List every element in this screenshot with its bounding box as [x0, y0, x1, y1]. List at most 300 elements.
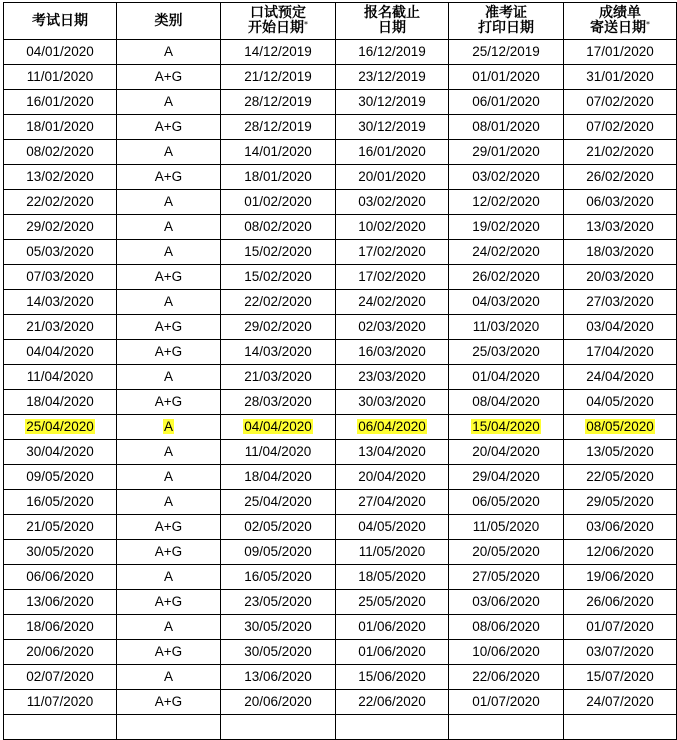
cell-ticket-print-date — [449, 40, 564, 65]
cell-value: 23/03/2020 — [358, 369, 426, 384]
cell-report-mail-date — [564, 40, 677, 65]
cell-value: 29/02/2020 — [26, 219, 94, 234]
table-row — [4, 65, 677, 90]
cell-value: 16/03/2020 — [358, 344, 426, 359]
cell-value: 01/06/2020 — [358, 644, 426, 659]
cell-value: 17/02/2020 — [358, 244, 426, 259]
cell-value: A — [163, 94, 173, 109]
cell-value: 22/02/2020 — [26, 194, 94, 209]
cell-speaking-start-date — [221, 190, 336, 215]
cell-report-mail-date — [564, 415, 677, 440]
cell-ticket-print-date — [449, 65, 564, 90]
cell-registration-deadline — [336, 690, 449, 715]
cell-value: 11/01/2020 — [26, 69, 94, 84]
cell-value: A — [163, 494, 173, 509]
cell-ticket-print-date — [449, 165, 564, 190]
cell-exam-date — [4, 490, 117, 515]
cell-value: 19/02/2020 — [472, 219, 540, 234]
cell-registration-deadline — [336, 365, 449, 390]
cell-value: A — [163, 619, 173, 634]
table-row — [4, 240, 677, 265]
cell-category — [117, 115, 221, 140]
cell-value: A+G — [154, 644, 183, 659]
cell-ticket-print-date — [449, 240, 564, 265]
cell-speaking-start-date — [221, 690, 336, 715]
cell-value: 20/04/2020 — [358, 469, 426, 484]
cell-value: 08/02/2020 — [26, 144, 94, 159]
cell-value: 18/04/2020 — [244, 469, 312, 484]
cell-value: 12/06/2020 — [586, 544, 654, 559]
cell-value: 15/02/2020 — [244, 269, 312, 284]
cell-value: A+G — [154, 169, 183, 184]
cell-value: A — [163, 244, 173, 259]
cell-value: 11/04/2020 — [26, 369, 94, 384]
cell-value: A — [163, 444, 173, 459]
cell-report-mail-date — [564, 190, 677, 215]
cell-value: 21/12/2019 — [244, 69, 312, 84]
cell-value: 15/02/2020 — [244, 244, 312, 259]
cell-ticket-print-date — [449, 190, 564, 215]
cell-ticket-print-date — [449, 665, 564, 690]
cell-registration-deadline — [336, 40, 449, 65]
cell-category — [117, 190, 221, 215]
cell-speaking-start-date — [221, 315, 336, 340]
cell-exam-date — [4, 265, 117, 290]
cell-value: 14/03/2020 — [26, 294, 94, 309]
cell-value: 28/12/2019 — [244, 119, 312, 134]
table-header-row — [4, 3, 677, 40]
cell-value: 20/04/2020 — [472, 444, 540, 459]
cell-value: 17/01/2020 — [586, 44, 654, 59]
cell-value: 08/01/2020 — [472, 119, 540, 134]
cell-value: 18/06/2020 — [26, 619, 94, 634]
cell-value: 06/05/2020 — [472, 494, 540, 509]
cell-value: 14/03/2020 — [244, 344, 312, 359]
table-row — [4, 640, 677, 665]
cell-exam-date — [4, 115, 117, 140]
cell-ticket-print-date — [449, 415, 564, 440]
table-row — [4, 590, 677, 615]
cell-value: 13/04/2020 — [358, 444, 426, 459]
cell-value: 17/02/2020 — [358, 269, 426, 284]
cell-value: 25/04/2020 — [244, 494, 312, 509]
cell-speaking-start-date — [221, 440, 336, 465]
cell-value: 30/03/2020 — [358, 394, 426, 409]
cell-value: 03/07/2020 — [586, 644, 654, 659]
cell-report-mail-date — [564, 490, 677, 515]
cell-exam-date — [4, 340, 117, 365]
cell-value: 02/07/2020 — [26, 669, 94, 684]
cell-value: A+G — [154, 594, 183, 609]
cell-ticket-print-date — [449, 140, 564, 165]
cell-category — [117, 265, 221, 290]
cell-registration-deadline — [336, 590, 449, 615]
cell-value: 18/01/2020 — [26, 119, 94, 134]
cell-category — [117, 690, 221, 715]
highlighted-value: 04/04/2020 — [244, 419, 312, 434]
cell-value: A — [163, 44, 173, 59]
cell-value: 29/04/2020 — [472, 469, 540, 484]
table-row — [4, 665, 677, 690]
cell-report-mail-date — [564, 315, 677, 340]
cell-exam-date — [4, 390, 117, 415]
cell-ticket-print-date — [449, 265, 564, 290]
cell-value: A — [163, 144, 173, 159]
cell-value: 11/04/2020 — [244, 444, 312, 459]
cell-ticket-print-date — [449, 565, 564, 590]
cell-report-mail-date — [564, 715, 677, 740]
header-speaking-start-date — [221, 3, 336, 40]
cell-ticket-print-date — [449, 640, 564, 665]
table-row — [4, 265, 677, 290]
cell-value: A+G — [154, 544, 183, 559]
cell-value: A+G — [154, 394, 183, 409]
cell-value: 21/03/2020 — [26, 319, 94, 334]
cell-category — [117, 215, 221, 240]
cell-category — [117, 540, 221, 565]
cell-report-mail-date — [564, 390, 677, 415]
cell-report-mail-date — [564, 565, 677, 590]
cell-exam-date — [4, 590, 117, 615]
header-category — [117, 3, 221, 40]
cell-value: 14/12/2019 — [244, 44, 312, 59]
cell-value: A+G — [154, 119, 183, 134]
header-text-line: 日期 — [378, 20, 406, 36]
cell-value: 27/03/2020 — [586, 294, 654, 309]
cell-registration-deadline — [336, 65, 449, 90]
cell-report-mail-date — [564, 515, 677, 540]
cell-exam-date — [4, 665, 117, 690]
cell-value: 03/06/2020 — [472, 594, 540, 609]
header-score-report-mail-date — [564, 3, 677, 40]
cell-value: 27/05/2020 — [472, 569, 540, 584]
cell-speaking-start-date — [221, 90, 336, 115]
cell-value: 13/06/2020 — [26, 594, 94, 609]
cell-speaking-start-date — [221, 215, 336, 240]
cell-value: 30/05/2020 — [244, 644, 312, 659]
cell-ticket-print-date — [449, 365, 564, 390]
cell-registration-deadline — [336, 465, 449, 490]
cell-report-mail-date — [564, 540, 677, 565]
cell-value: 16/05/2020 — [26, 494, 94, 509]
header-text-line: 准考证 — [485, 5, 527, 21]
table-row — [4, 540, 677, 565]
cell-speaking-start-date — [221, 490, 336, 515]
cell-category — [117, 40, 221, 65]
cell-value: 11/07/2020 — [26, 694, 94, 709]
header-text-line: 口试预定 — [250, 5, 306, 21]
cell-value: 30/05/2020 — [244, 619, 312, 634]
cell-value: 03/04/2020 — [586, 319, 654, 334]
cell-value: A — [163, 669, 173, 684]
cell-category — [117, 515, 221, 540]
cell-registration-deadline — [336, 115, 449, 140]
cell-value: 17/04/2020 — [586, 344, 654, 359]
cell-exam-date — [4, 215, 117, 240]
cell-registration-deadline — [336, 565, 449, 590]
cell-report-mail-date — [564, 265, 677, 290]
cell-exam-date — [4, 90, 117, 115]
cell-report-mail-date — [564, 465, 677, 490]
cell-value: 06/03/2020 — [586, 194, 654, 209]
cell-category — [117, 290, 221, 315]
cell-value: 04/05/2020 — [586, 394, 654, 409]
table-row — [4, 115, 677, 140]
header-text-line: 打印日期 — [478, 20, 534, 36]
cell-value: 20/01/2020 — [358, 169, 426, 184]
cell-value: A — [163, 569, 173, 584]
cell-speaking-start-date — [221, 565, 336, 590]
cell-report-mail-date — [564, 140, 677, 165]
cell-value: 20/05/2020 — [472, 544, 540, 559]
table-row — [4, 440, 677, 465]
table-row — [4, 615, 677, 640]
cell-value: 18/01/2020 — [244, 169, 312, 184]
cell-value: A+G — [154, 269, 183, 284]
table-row — [4, 715, 677, 740]
cell-report-mail-date — [564, 65, 677, 90]
cell-category — [117, 365, 221, 390]
cell-value: 18/03/2020 — [586, 244, 654, 259]
table-row — [4, 190, 677, 215]
cell-value: 09/05/2020 — [26, 469, 94, 484]
cell-ticket-print-date — [449, 690, 564, 715]
cell-registration-deadline — [336, 340, 449, 365]
cell-value: 20/03/2020 — [586, 269, 654, 284]
cell-category — [117, 490, 221, 515]
cell-value: 01/02/2020 — [244, 194, 312, 209]
table-row — [4, 140, 677, 165]
cell-ticket-print-date — [449, 440, 564, 465]
cell-value: 27/04/2020 — [358, 494, 426, 509]
cell-exam-date — [4, 515, 117, 540]
cell-value: 24/07/2020 — [586, 694, 654, 709]
cell-value: 03/06/2020 — [586, 519, 654, 534]
cell-exam-date — [4, 440, 117, 465]
cell-value: 13/05/2020 — [586, 444, 654, 459]
cell-speaking-start-date — [221, 465, 336, 490]
cell-value: 04/05/2020 — [358, 519, 426, 534]
cell-value: 01/07/2020 — [586, 619, 654, 634]
cell-value: 22/06/2020 — [358, 694, 426, 709]
cell-exam-date — [4, 315, 117, 340]
cell-registration-deadline — [336, 440, 449, 465]
cell-value: 03/02/2020 — [358, 194, 426, 209]
cell-value: 14/01/2020 — [244, 144, 312, 159]
cell-ticket-print-date — [449, 215, 564, 240]
cell-value: 31/01/2020 — [586, 69, 654, 84]
cell-registration-deadline — [336, 665, 449, 690]
cell-speaking-start-date — [221, 665, 336, 690]
cell-value: 28/12/2019 — [244, 94, 312, 109]
cell-category — [117, 465, 221, 490]
cell-value: 18/05/2020 — [358, 569, 426, 584]
cell-category — [117, 315, 221, 340]
cell-report-mail-date — [564, 615, 677, 640]
table-row — [4, 40, 677, 65]
header-registration-deadline — [336, 3, 449, 40]
cell-value: 18/04/2020 — [26, 394, 94, 409]
cell-report-mail-date — [564, 240, 677, 265]
cell-report-mail-date — [564, 590, 677, 615]
cell-speaking-start-date — [221, 165, 336, 190]
cell-speaking-start-date — [221, 290, 336, 315]
cell-value: 13/02/2020 — [26, 169, 94, 184]
cell-registration-deadline — [336, 215, 449, 240]
cell-speaking-start-date — [221, 240, 336, 265]
table-body — [4, 40, 677, 740]
table-row-highlighted — [4, 415, 677, 440]
header-admission-ticket-print-date — [449, 3, 564, 40]
cell-exam-date — [4, 640, 117, 665]
cell-value: 02/05/2020 — [244, 519, 312, 534]
cell-ticket-print-date — [449, 515, 564, 540]
cell-ticket-print-date — [449, 540, 564, 565]
cell-report-mail-date — [564, 365, 677, 390]
cell-ticket-print-date — [449, 340, 564, 365]
cell-speaking-start-date — [221, 540, 336, 565]
table-row — [4, 90, 677, 115]
table-row — [4, 390, 677, 415]
cell-exam-date — [4, 615, 117, 640]
cell-value: 26/02/2020 — [586, 169, 654, 184]
cell-category — [117, 140, 221, 165]
cell-category — [117, 90, 221, 115]
table-row — [4, 165, 677, 190]
cell-value: 20/06/2020 — [244, 694, 312, 709]
cell-value: 25/03/2020 — [472, 344, 540, 359]
header-text-line: 考试日期 — [32, 12, 88, 29]
cell-value: 29/02/2020 — [244, 319, 312, 334]
cell-ticket-print-date — [449, 715, 564, 740]
cell-registration-deadline — [336, 415, 449, 440]
cell-registration-deadline — [336, 140, 449, 165]
cell-value: A — [163, 369, 173, 384]
cell-value: 03/02/2020 — [472, 169, 540, 184]
cell-exam-date — [4, 165, 117, 190]
cell-value: 21/03/2020 — [244, 369, 312, 384]
cell-value: 01/01/2020 — [472, 69, 540, 84]
cell-value: A+G — [154, 694, 183, 709]
cell-value: A — [163, 294, 173, 309]
cell-speaking-start-date — [221, 115, 336, 140]
cell-registration-deadline — [336, 390, 449, 415]
cell-report-mail-date — [564, 165, 677, 190]
cell-value: 16/01/2020 — [358, 144, 426, 159]
cell-ticket-print-date — [449, 490, 564, 515]
header-text-line: 寄送日期* — [590, 20, 650, 36]
cell-report-mail-date — [564, 440, 677, 465]
cell-value: 23/05/2020 — [244, 594, 312, 609]
footnote-mark: * — [304, 20, 308, 29]
cell-value: 16/12/2019 — [358, 44, 426, 59]
cell-registration-deadline — [336, 615, 449, 640]
cell-value: 01/06/2020 — [358, 619, 426, 634]
header-text-line: 报名截止 — [364, 5, 420, 21]
cell-category — [117, 440, 221, 465]
cell-value: 04/01/2020 — [26, 44, 94, 59]
highlighted-value: 06/04/2020 — [358, 419, 426, 434]
cell-value: 13/03/2020 — [586, 219, 654, 234]
cell-value: 22/05/2020 — [586, 469, 654, 484]
cell-value: 05/03/2020 — [26, 244, 94, 259]
cell-ticket-print-date — [449, 390, 564, 415]
table-row — [4, 365, 677, 390]
cell-speaking-start-date — [221, 715, 336, 740]
cell-exam-date — [4, 565, 117, 590]
header-exam-date — [4, 3, 117, 40]
cell-speaking-start-date — [221, 65, 336, 90]
cell-value: 30/12/2019 — [358, 94, 426, 109]
table-row — [4, 490, 677, 515]
cell-value: 24/04/2020 — [586, 369, 654, 384]
cell-value: A+G — [154, 519, 183, 534]
cell-speaking-start-date — [221, 140, 336, 165]
cell-registration-deadline — [336, 490, 449, 515]
cell-registration-deadline — [336, 265, 449, 290]
cell-report-mail-date — [564, 90, 677, 115]
cell-value: A+G — [154, 319, 183, 334]
cell-value: 15/07/2020 — [586, 669, 654, 684]
cell-value: 30/05/2020 — [26, 544, 94, 559]
cell-exam-date — [4, 465, 117, 490]
cell-report-mail-date — [564, 290, 677, 315]
table-row — [4, 290, 677, 315]
cell-value: 06/01/2020 — [472, 94, 540, 109]
cell-registration-deadline — [336, 640, 449, 665]
cell-value: 26/06/2020 — [586, 594, 654, 609]
highlighted-value: 08/05/2020 — [586, 419, 654, 434]
cell-speaking-start-date — [221, 265, 336, 290]
cell-value: A — [163, 194, 173, 209]
cell-exam-date — [4, 140, 117, 165]
cell-value: 08/04/2020 — [472, 394, 540, 409]
footnote-mark: * — [646, 20, 650, 29]
cell-report-mail-date — [564, 665, 677, 690]
cell-report-mail-date — [564, 115, 677, 140]
cell-category — [117, 390, 221, 415]
table-row — [4, 565, 677, 590]
cell-category — [117, 340, 221, 365]
cell-exam-date — [4, 65, 117, 90]
cell-value: 22/06/2020 — [472, 669, 540, 684]
cell-ticket-print-date — [449, 115, 564, 140]
cell-speaking-start-date — [221, 340, 336, 365]
cell-registration-deadline — [336, 290, 449, 315]
cell-value: 21/05/2020 — [26, 519, 94, 534]
table-row — [4, 340, 677, 365]
cell-value: 30/04/2020 — [26, 444, 94, 459]
cell-ticket-print-date — [449, 315, 564, 340]
cell-category — [117, 65, 221, 90]
cell-speaking-start-date — [221, 515, 336, 540]
cell-value: 01/04/2020 — [472, 369, 540, 384]
cell-registration-deadline — [336, 240, 449, 265]
cell-exam-date — [4, 240, 117, 265]
cell-value: 25/05/2020 — [358, 594, 426, 609]
cell-value: A — [163, 219, 173, 234]
cell-ticket-print-date — [449, 290, 564, 315]
cell-exam-date — [4, 365, 117, 390]
cell-value: 08/02/2020 — [244, 219, 312, 234]
cell-category — [117, 240, 221, 265]
cell-speaking-start-date — [221, 365, 336, 390]
cell-ticket-print-date — [449, 590, 564, 615]
cell-registration-deadline — [336, 165, 449, 190]
cell-value: 21/02/2020 — [586, 144, 654, 159]
cell-value: 04/04/2020 — [26, 344, 94, 359]
cell-value: 07/02/2020 — [586, 94, 654, 109]
